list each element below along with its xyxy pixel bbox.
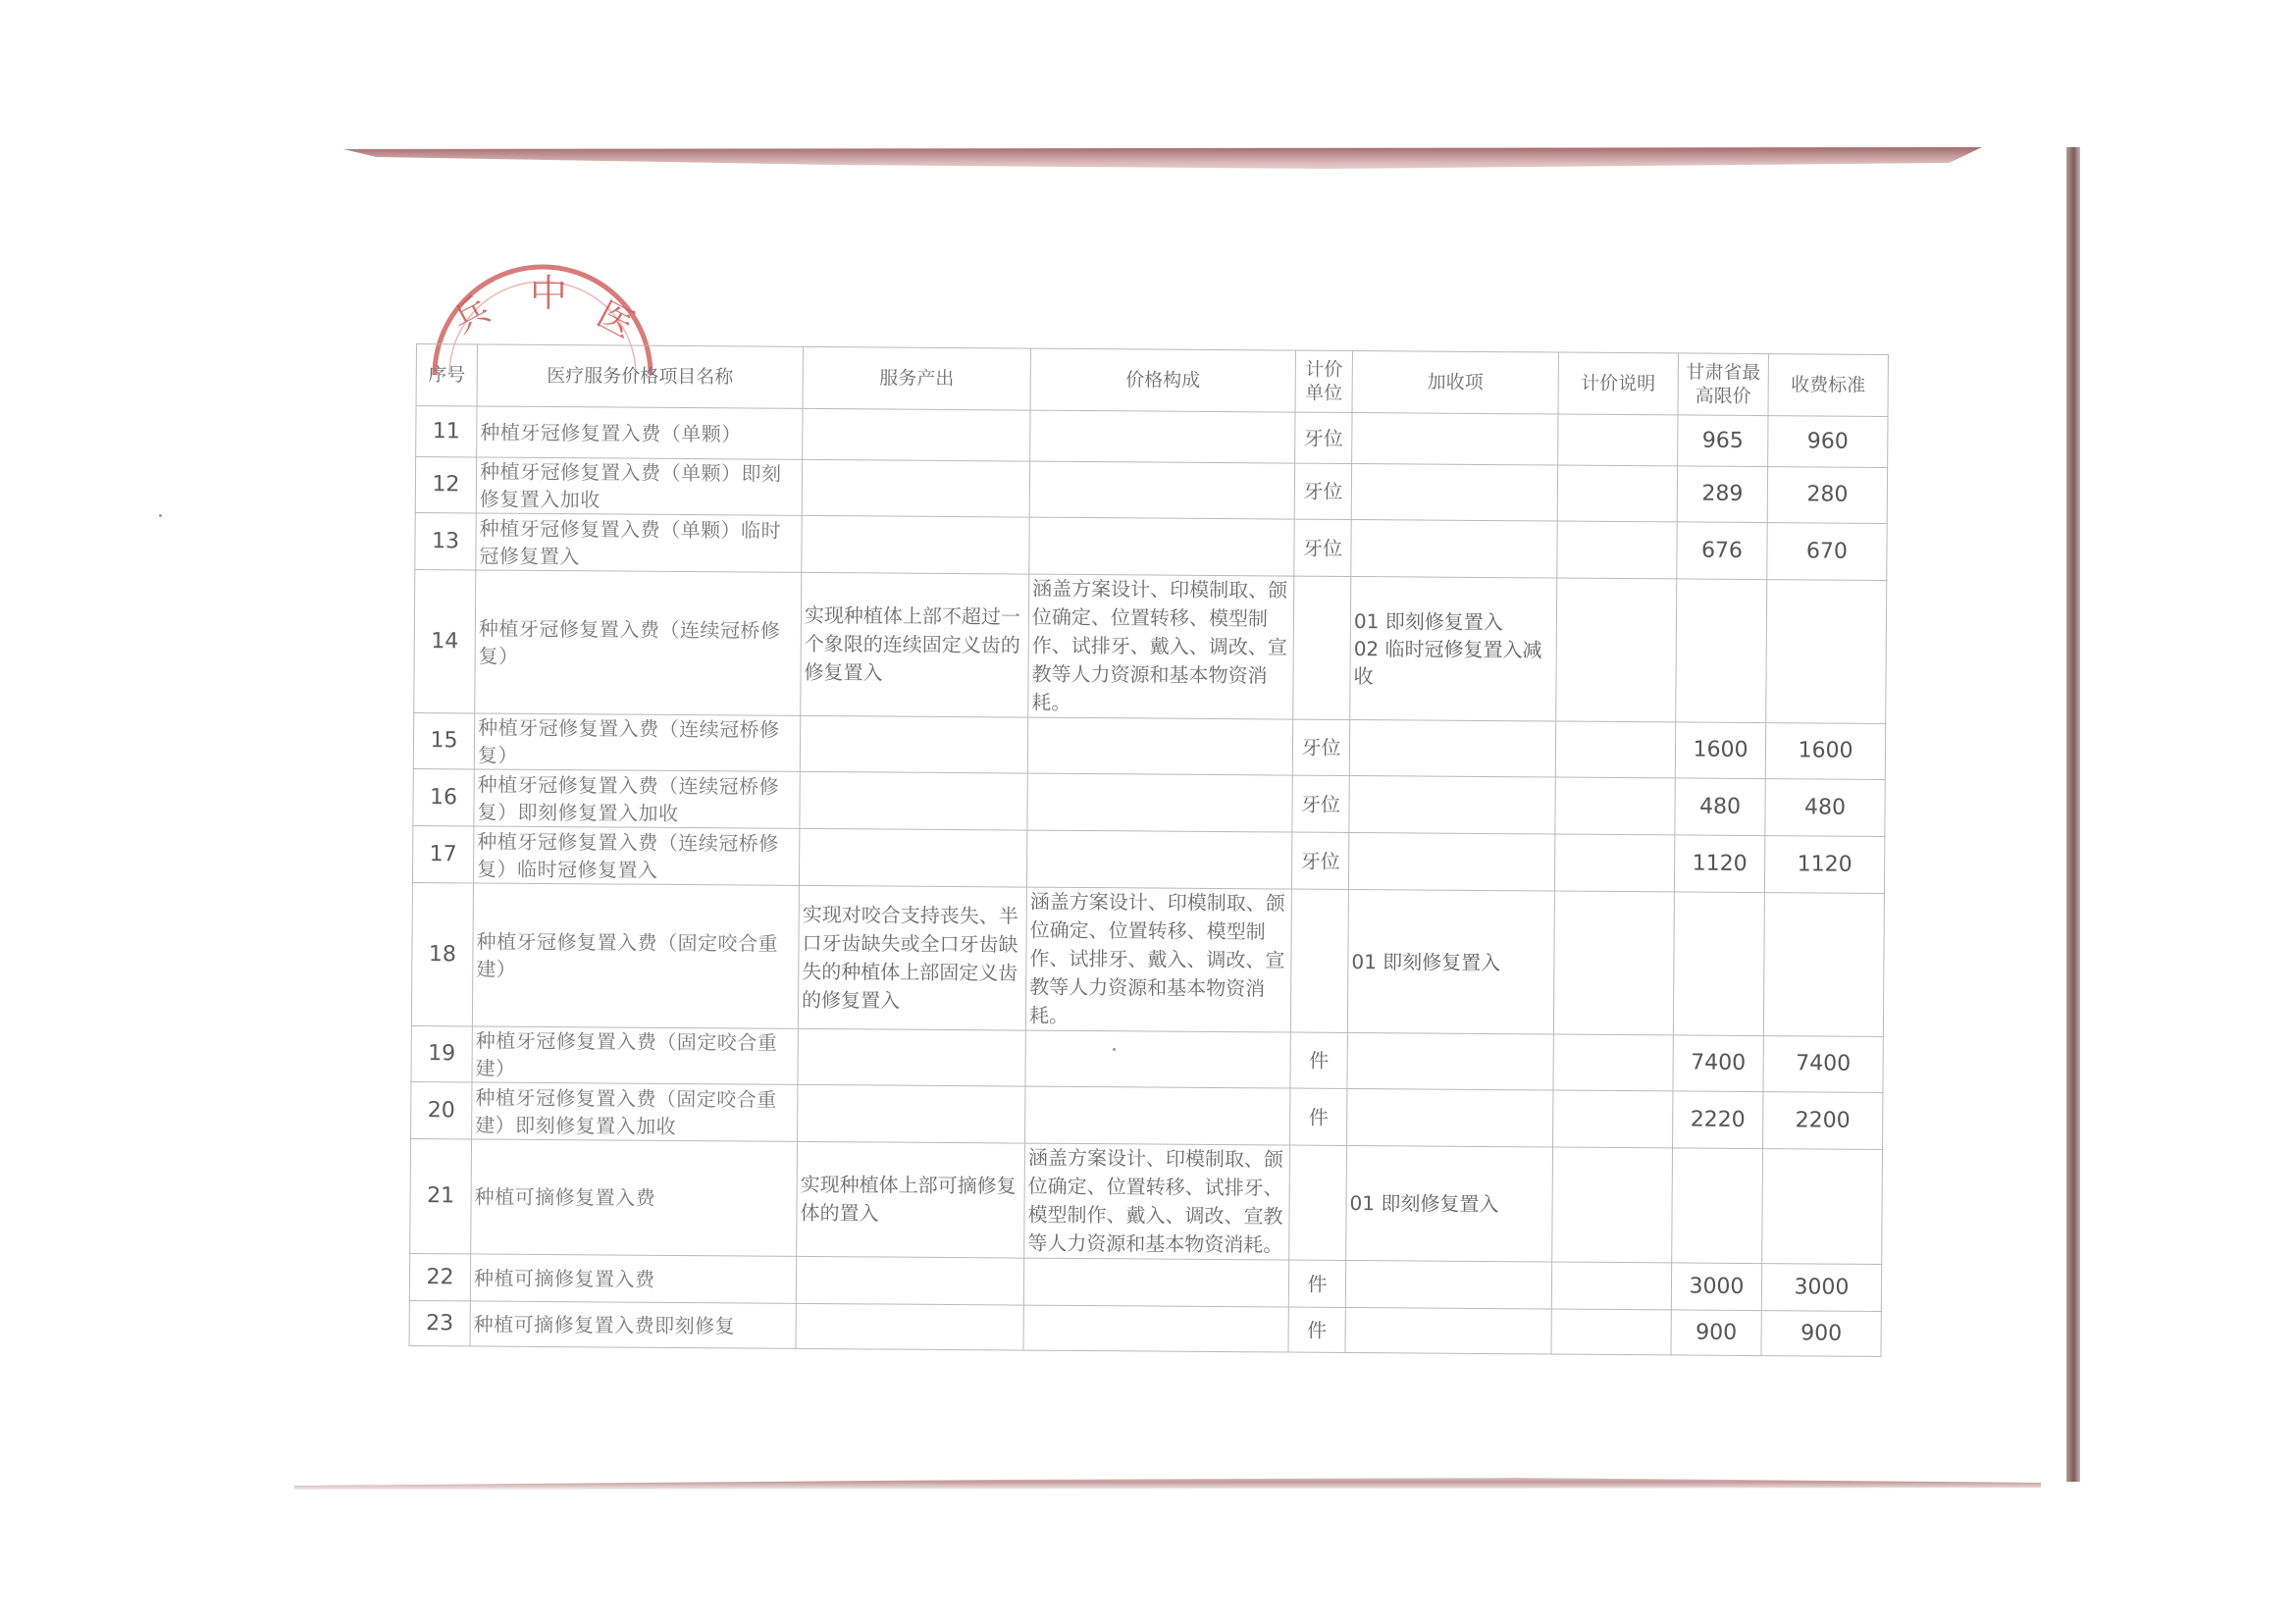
- row-seq: 12: [415, 457, 476, 513]
- table-row: [409, 1300, 1881, 1356]
- row-addon: [1346, 1145, 1553, 1262]
- price-table-wrapper: [409, 343, 1888, 1357]
- row-max-price: 1120: [1674, 835, 1764, 893]
- row-fee-standard: 900: [1761, 1311, 1881, 1357]
- row-pricing-note: [1554, 834, 1674, 892]
- row-fee-standard: [1763, 893, 1884, 1037]
- row-service-output: [802, 515, 1029, 574]
- row-addon: [1352, 412, 1558, 465]
- header-seq: 序号: [416, 344, 477, 406]
- row-price-composition: [1025, 1086, 1290, 1145]
- row-price-composition: 涵盖方案设计、印模制取、颌位确定、位置转移、试排牙、模型制作、戴入、调改、宣教等人力资源和基本物资消耗。: [1024, 1143, 1290, 1260]
- row-fee-standard: [1766, 580, 1887, 724]
- row-price-composition: [1029, 461, 1294, 519]
- row-unit: 牙位: [1292, 719, 1349, 775]
- row-addon: [1349, 775, 1555, 834]
- row-price-composition: [1026, 830, 1291, 889]
- row-seq: 13: [415, 512, 476, 569]
- row-item-name: 种植牙冠修复置入费（连续冠桥修复）: [474, 713, 800, 771]
- table-row: [411, 882, 1884, 1036]
- row-fee-standard: [1762, 1149, 1883, 1265]
- row-seq: 23: [409, 1300, 470, 1345]
- row-addon: [1349, 719, 1555, 777]
- row-seq: 20: [411, 1081, 472, 1138]
- row-unit: 件: [1290, 1088, 1347, 1145]
- row-item-name: 种植牙冠修复置入费（连续冠桥修复）临时冠修复置入: [473, 826, 799, 885]
- row-unit: 件: [1288, 1260, 1345, 1307]
- row-unit: [1293, 576, 1351, 719]
- table-row: [415, 512, 1887, 580]
- row-item-name: 种植牙冠修复置入费（连续冠桥修复）: [475, 570, 802, 715]
- row-addon: [1351, 519, 1557, 578]
- row-fee-standard: 3000: [1761, 1264, 1881, 1312]
- row-unit: 牙位: [1292, 775, 1349, 832]
- row-max-price: 480: [1675, 778, 1765, 836]
- row-max-price: 900: [1671, 1310, 1761, 1356]
- row-pricing-note: [1552, 1147, 1673, 1263]
- row-service-output: [803, 408, 1030, 461]
- svg-text:医: 医: [590, 293, 641, 346]
- row-pricing-note: [1555, 721, 1675, 778]
- table-row: [412, 825, 1884, 893]
- row-max-price: 7400: [1673, 1035, 1763, 1092]
- row-pricing-note: [1551, 1309, 1671, 1355]
- row-fee-standard: 1600: [1765, 723, 1885, 780]
- table-body: [409, 406, 1888, 1357]
- row-item-name: 种植可摘修复置入费即刻修复: [470, 1301, 796, 1348]
- row-seq: 22: [409, 1253, 470, 1300]
- row-max-price: 965: [1678, 415, 1768, 467]
- row-pricing-note: [1553, 1090, 1673, 1148]
- row-max-price: 1600: [1675, 722, 1765, 779]
- row-addon: [1345, 1307, 1551, 1354]
- row-service-output: [800, 771, 1027, 830]
- row-price-composition: [1025, 1030, 1290, 1088]
- row-unit: 牙位: [1294, 463, 1351, 519]
- header-fee-standard: 收费标准: [1768, 354, 1888, 417]
- row-addon: [1350, 576, 1557, 721]
- row-price-composition: [1023, 1258, 1288, 1307]
- row-seq: 19: [411, 1025, 472, 1081]
- row-seq: 11: [416, 406, 477, 457]
- table-row: [413, 768, 1885, 836]
- row-seq: 16: [413, 768, 474, 825]
- row-price-composition: [1029, 517, 1294, 576]
- row-addon: [1348, 832, 1554, 891]
- row-price-composition: [1027, 717, 1292, 775]
- row-fee-standard: 2200: [1763, 1092, 1883, 1150]
- row-max-price: 3000: [1671, 1263, 1761, 1311]
- row-seq: 15: [413, 712, 474, 768]
- row-service-output: [802, 459, 1029, 517]
- addon-line: 01 即刻修复置入: [1349, 1190, 1499, 1217]
- header-service-output: 服务产出: [803, 346, 1030, 410]
- row-unit: 件: [1288, 1307, 1345, 1352]
- row-seq: 17: [412, 825, 473, 882]
- row-addon: [1351, 463, 1557, 521]
- row-service-output: 实现种植体上部可摘修复体的置入: [797, 1141, 1025, 1258]
- row-addon: [1347, 1032, 1553, 1090]
- row-price-composition: 涵盖方案设计、印模制取、颌位确定、位置转移、模型制作、试排牙、戴入、调改、宣教等人力资源和基本物资消耗。: [1025, 887, 1291, 1032]
- row-fee-standard: 670: [1767, 523, 1887, 581]
- row-unit: [1290, 889, 1348, 1032]
- row-item-name: 种植牙冠修复置入费（固定咬合重建）: [472, 883, 799, 1028]
- row-max-price: 289: [1677, 466, 1767, 523]
- row-addon: [1347, 889, 1554, 1034]
- row-price-composition: [1023, 1305, 1288, 1352]
- row-fee-standard: 960: [1768, 416, 1888, 468]
- row-fee-standard: 480: [1765, 779, 1885, 837]
- row-service-output: 实现对咬合支持丧失、半口牙齿缺失或全口牙齿缺失的种植体上部固定义齿的修复置入: [798, 885, 1026, 1030]
- paper-edge-top: [343, 145, 1982, 184]
- header-item-name: 医疗服务价格项目名称: [477, 344, 803, 408]
- header-pricing-note: 计价说明: [1558, 352, 1678, 415]
- row-item-name: 种植牙冠修复置入费（固定咬合重建）: [472, 1026, 798, 1084]
- row-item-name: 种植可摘修复置入费: [471, 1139, 798, 1256]
- row-pricing-note: [1553, 891, 1674, 1035]
- paper-edge-right: [2066, 147, 2080, 1482]
- row-fee-standard: 7400: [1763, 1036, 1883, 1093]
- row-item-name: 种植牙冠修复置入费（单颗）即刻修复置入加收: [476, 457, 802, 515]
- scan-speck: [159, 514, 162, 517]
- row-service-output: [798, 1084, 1025, 1143]
- row-pricing-note: [1551, 1262, 1671, 1310]
- row-service-output: [796, 1256, 1023, 1305]
- svg-text:中: 中: [530, 272, 568, 315]
- row-pricing-note: [1553, 1034, 1673, 1091]
- row-unit: 牙位: [1295, 412, 1352, 463]
- table-row: [411, 1081, 1883, 1149]
- table-row: [414, 569, 1887, 723]
- row-addon: [1345, 1260, 1551, 1309]
- table-header-row: [416, 344, 1888, 417]
- row-pricing-note: [1555, 777, 1675, 835]
- row-price-composition: 涵盖方案设计、印模制取、颌位确定、位置转移、模型制作、试排牙、戴入、调改、宣教等人力资源和基本物资消耗。: [1028, 574, 1294, 719]
- svg-text:兵: 兵: [445, 288, 497, 341]
- row-seq: 14: [414, 569, 476, 712]
- row-service-output: 实现种植体上部不超过一个象限的连续固定义齿的修复置入: [801, 572, 1029, 717]
- row-fee-standard: 280: [1767, 467, 1887, 524]
- row-pricing-note: [1556, 578, 1677, 722]
- paper-edge-bottom: [294, 1472, 2041, 1492]
- header-addon: 加收项: [1352, 350, 1558, 414]
- row-max-price: [1672, 1148, 1763, 1264]
- row-item-name: 种植牙冠修复置入费（连续冠桥修复）即刻修复置入加收: [474, 769, 800, 828]
- row-item-name: 种植牙冠修复置入费（固定咬合重建）即刻修复置入加收: [472, 1082, 798, 1141]
- addon-line: 01 即刻修复置入: [1353, 608, 1503, 634]
- row-unit: 牙位: [1291, 832, 1348, 889]
- row-service-output: [800, 715, 1027, 773]
- row-addon: [1347, 1088, 1553, 1147]
- row-max-price: [1673, 892, 1764, 1036]
- row-item-name: 种植可摘修复置入费: [470, 1254, 796, 1303]
- row-price-composition: [1030, 410, 1295, 463]
- row-unit: 件: [1290, 1032, 1347, 1088]
- header-unit: 计价单位: [1295, 350, 1352, 412]
- row-item-name: 种植牙冠修复置入费（单颗）临时冠修复置入: [476, 513, 802, 572]
- header-max-price: 甘肃省最高限价: [1678, 353, 1768, 416]
- row-price-composition: [1027, 773, 1292, 832]
- row-unit: [1289, 1145, 1347, 1260]
- row-pricing-note: [1557, 465, 1677, 522]
- row-pricing-note: [1558, 414, 1678, 466]
- price-table: [409, 343, 1889, 1357]
- row-max-price: [1676, 579, 1767, 723]
- addon-line: 02 临时冠修复置入减收: [1353, 636, 1542, 688]
- row-max-price: 676: [1677, 522, 1767, 580]
- table-row: [410, 1138, 1883, 1264]
- row-service-output: [796, 1303, 1023, 1350]
- row-seq: 21: [410, 1138, 472, 1253]
- row-service-output: [798, 1028, 1025, 1086]
- row-max-price: 2220: [1673, 1091, 1763, 1149]
- header-price-composition: 价格构成: [1030, 348, 1295, 412]
- row-item-name: 种植牙冠修复置入费（单颗）: [477, 406, 803, 459]
- row-pricing-note: [1557, 521, 1677, 579]
- row-service-output: [799, 828, 1026, 887]
- row-seq: 18: [411, 882, 473, 1025]
- row-fee-standard: 1120: [1764, 836, 1884, 894]
- addon-line: 01 即刻修复置入: [1351, 949, 1501, 974]
- row-unit: 牙位: [1294, 519, 1351, 576]
